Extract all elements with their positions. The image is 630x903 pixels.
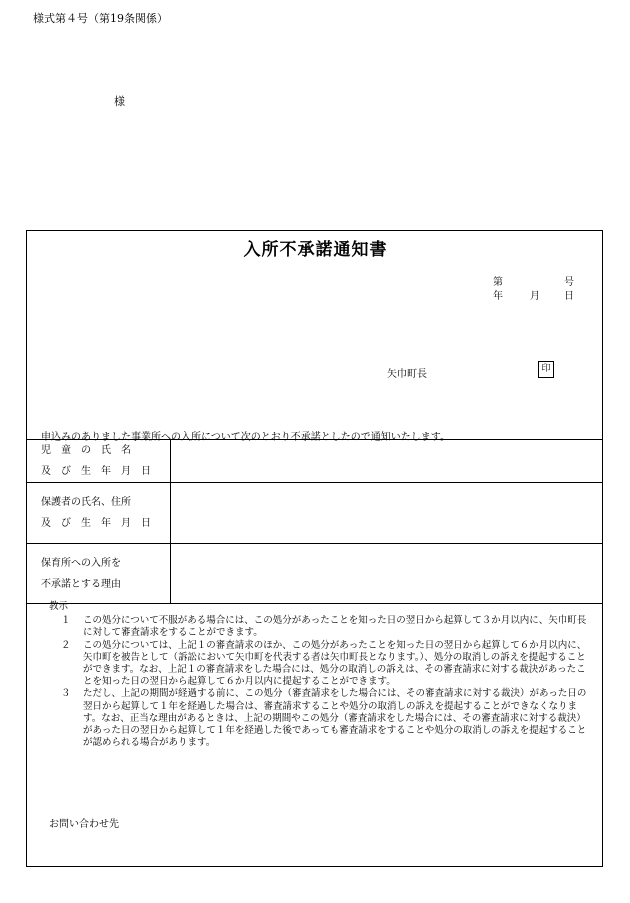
field-label bbox=[27, 440, 170, 483]
notice-item bbox=[61, 640, 589, 689]
label-line: 不承諾とする理由 bbox=[41, 578, 121, 590]
item-text: この処分について不服がある場合には、この処分があったことを知った日の翌日から起算して３か月以内に、矢巾町長に対して審査請求をすることができます。 bbox=[83, 615, 587, 639]
item-number: ２ bbox=[61, 639, 71, 651]
field-row-reason bbox=[27, 544, 602, 604]
appeal-notice bbox=[49, 601, 589, 749]
document-title: 入所不承諾通知書 bbox=[243, 240, 388, 260]
field-label bbox=[27, 483, 170, 544]
label-line: 及 び 生 年 月 日 bbox=[41, 518, 151, 529]
contact-label: お問い合わせ先 bbox=[49, 819, 119, 830]
form-reference: 様式第４号（第19条関係） bbox=[33, 12, 168, 25]
field-value[interactable] bbox=[170, 440, 602, 483]
field-label bbox=[27, 544, 170, 604]
item-text: ただし、上記の期間が経過する前に、この処分（審査請求をした場合には、その審査請求に対する裁決）があった日の翌日から起算して１年を経過した場合は、審査請求することや処分の取消しの訴えを提起することができなくなります。なお、正当な理由があるときは、上記の期間やこの処分（審査請求をした場合には、その審査請求に対する裁決）があった日の翌日から起算して１年を経過した後であっても審査請求をすることや処分の取消しの訴えを提起することが認められる場合があります。 bbox=[83, 688, 587, 749]
notice-item bbox=[61, 688, 589, 749]
fields-table bbox=[27, 439, 602, 604]
label-line: 保護者の氏名、住所 bbox=[41, 497, 131, 508]
item-number: １ bbox=[61, 615, 71, 627]
notice-heading: 教示 bbox=[49, 601, 69, 612]
item-text: この処分については、上記１の審査請求のほか、この処分があったことを知った日の翌日から起算して６か月以内に、矢巾町を被告として（訴訟において矢巾町を代表する者は矢巾町長となります。）、処分の取消しの訴えを提起することができます。なお、上記１の審査請求をした場合には、処分の取消しの訴えは、その審査請求に対する裁決があったことを知った日の翌日から起算して６か月以内に提起することができます。 bbox=[83, 639, 587, 688]
number-suffix: 号 bbox=[564, 277, 574, 288]
date-year: 年 bbox=[493, 291, 503, 302]
date-day: 日 bbox=[564, 291, 574, 302]
label-line: 保育所への入所を bbox=[41, 557, 121, 569]
label-line: 児 童 の 氏 名 bbox=[41, 445, 131, 456]
field-row-guardian bbox=[27, 483, 602, 544]
notice-item bbox=[61, 615, 589, 639]
seal-mark: 印 bbox=[538, 361, 554, 378]
date-month: 月 bbox=[530, 291, 540, 302]
item-number: ３ bbox=[61, 688, 71, 700]
notice-frame bbox=[26, 230, 603, 867]
field-value[interactable] bbox=[170, 483, 602, 544]
field-value[interactable] bbox=[170, 544, 602, 604]
field-row-child bbox=[27, 440, 602, 483]
addressee-suffix: 様 bbox=[114, 95, 125, 108]
issuer-name: 矢巾町長 bbox=[387, 369, 427, 380]
label-line: 及 び 生 年 月 日 bbox=[41, 466, 151, 477]
number-prefix: 第 bbox=[493, 277, 503, 288]
intro-text: 申込みのありました事業所への入所について次のとおり不承諾としたので通知いたします。 bbox=[41, 432, 450, 443]
